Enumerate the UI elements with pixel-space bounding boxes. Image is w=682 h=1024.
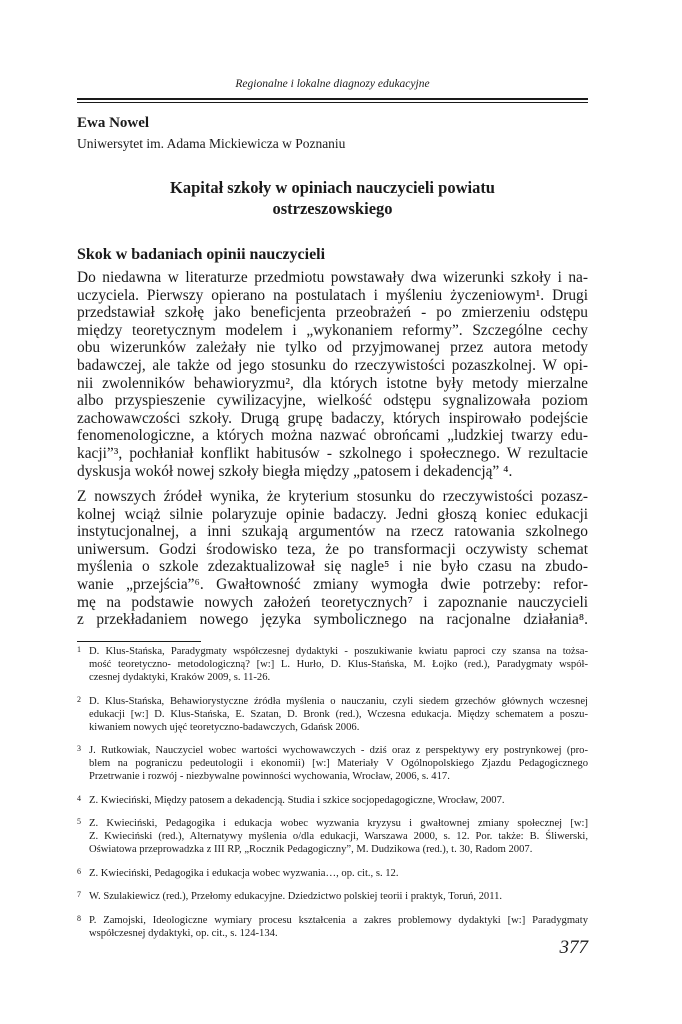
footnote-line: D. Klus-Stańska, Behawiorystyczne źródła myślenia o nauczaniu, czyli siedem grzechów głównych wczesnej <box>89 695 588 707</box>
footnote-line: P. Zamojski, Ideologiczne wymiary procesu kształcenia a zakres problemowy dydaktyki [w:] Paradygmaty <box>89 914 588 926</box>
footnote-line: Przetrwanie i rozwój - niezbywalne powinności wychowania, Wrocław, 2006, s. 417. <box>89 771 450 782</box>
section-heading: Skok w badaniach opinii nauczycieli <box>77 246 326 263</box>
footnote-number: 2 <box>77 694 81 704</box>
text-line: zachowawczości szkoły. Drugą grupę badaczy, których inspirowało podejście <box>77 409 588 427</box>
running-head: Regionalne i lokalne diagnozy edukacyjne <box>235 78 430 90</box>
page-number: 377 <box>559 937 588 958</box>
footnote <box>77 645 588 684</box>
header-rule-thin <box>77 102 588 103</box>
footnote <box>77 914 588 940</box>
footnote-line: J. Rutkowiak, Nauczyciel wobec wartości wychowawczych - dziś oraz z perspektywy ery postrynkowej (pro- <box>89 745 588 756</box>
text-line: instytucjonalnej, a inni szukają argumentów na rzecz ratowania szkolnego <box>77 523 588 541</box>
footnote-line: czesnej dydaktyki, Kraków 2009, s. 11-26. <box>89 672 271 683</box>
text-line: myślenia o szkole zdezaktualizował się nagle⁵ i nie było czasu na zbudo- <box>77 558 588 576</box>
footnote-line: D. Klus-Stańska, Paradygmaty współczesnej dydaktyki - poszukiwanie kwiatu paproci czy szansa na tożsa- <box>89 646 588 657</box>
footnote-line: Z. Kwieciński, Pedagogika i edukacja wobec wyzwania…, op. cit., s. 12. <box>89 867 399 879</box>
footnote-line: Oświatowa przeprowadzka z III RP, „Rocznik Pedagogiczny”, M. Dudzikowa (red.), t. 30, Radom 2007. <box>89 844 533 855</box>
paragraph-1 <box>77 269 588 480</box>
footnote-line: Z. Kwieciński (red.), Alternatywy myślenia o/dla edukacji, Warszawa 2000, s. 12. Por. także: B. Śliwerski, <box>89 831 588 842</box>
footnote-line: W. Szulakiewicz (red.), Przełomy edukacyjne. Dziedzictwo polskiej teorii i praktyk, Toruń, 2011. <box>89 891 503 902</box>
footnote-number: 1 <box>77 645 81 654</box>
text-line: dyskusja wokół nowej szkoły biegła między „patosem i dekadencją” ⁴. <box>77 462 513 480</box>
text-line: uczyciela. Pierwszy opierano na postulatach i myśleniu życzeniowym¹. Drugi <box>77 286 588 304</box>
text-line: Do niedawna w literaturze przedmiotu powstawały dwa wizerunki szkoły i na- <box>77 269 588 286</box>
footnote <box>77 794 588 807</box>
text-line: wanie „przejścia”⁶. Gwałtowność zmiany wymogła dwie potrzeby: refor- <box>77 575 588 593</box>
author-name: Ewa Nowel <box>77 115 150 131</box>
footnote-number: 8 <box>77 913 81 923</box>
footnote <box>77 695 588 734</box>
title-line: Kapitał szkoły w opiniach nauczycieli powiatu <box>170 178 495 197</box>
text-line: z przekładaniem nowego języka symbolicznego na racjonalne działania⁸. <box>77 611 588 629</box>
text-line: fenomenologiczne, a których można nazwać obrońcami „ludzkiej twarzy edu- <box>77 427 588 445</box>
author-affiliation: Uniwersytet im. Adama Mickiewicza w Poznaniu <box>77 136 346 151</box>
text-line: badawczej, ale także od jego stosunku do rzeczywistości pozaszkolnej. W opi- <box>77 356 588 374</box>
text-line: przedstawiał szkołę jako beneficjenta przeobrażeń - po zmierzeniu odstępu <box>77 304 588 322</box>
footnotes <box>77 645 588 950</box>
text-line: albo przyspieszenie cywilizacyjne, wielkość odstępu sygnalizowała poziom <box>77 392 588 410</box>
footnote-separator <box>77 641 201 642</box>
footnote-number: 5 <box>77 817 81 826</box>
text-line: mę na podstawie nowych założeń teoretycznych⁷ i zapoznanie nauczycieli <box>77 593 588 611</box>
paragraph-2 <box>77 488 588 629</box>
footnote-number: 6 <box>77 866 81 876</box>
text-line: między teoretycznym modelem i „wykonaniem reformy”. Szczególne cechy <box>77 321 588 339</box>
footnote-number: 4 <box>77 793 81 803</box>
text-line: kolnej wciąż silnie polaryzuje opinie badaczy. Jedni głoszą koniec edukacji <box>77 505 588 523</box>
footnote-line: edukacji [w:] D. Klus-Stańska, E. Szatan, D. Bronk (red.), Wczesna edukacja. Między schematem a poszu- <box>89 708 588 720</box>
footnote-number: 3 <box>77 744 81 753</box>
footnote-line: Z. Kwieciński, Pedagogika i edukacja wobec wyzwania kryzysu i gwałtownej zmiany społecznej [w:] <box>89 818 588 829</box>
footnote-line: Z. Kwieciński, Między patosem a dekadencją. Studia i szkice socjopedagogiczne, Wrocław, 2007. <box>89 794 505 806</box>
footnote <box>77 744 588 783</box>
text-line: Z nowszych źródeł wynika, że kryterium stosunku do rzeczywistości pozasz- <box>77 488 588 505</box>
footnote-line: blem na pograniczu pedeutologii i ekonomii) [w:] Materiały V Ogólnopolskiego Zjazdu Pedagogicznego <box>89 758 588 769</box>
article-title <box>77 177 588 219</box>
footnote-line: mość teoretyczno- metodologiczną? [w:] L. Hurło, D. Klus-Stańska, M. Łojko (red.), Paradygmaty współ- <box>89 659 588 670</box>
footnote-line: kiwaniem nowych ujęć teoretyczno-badawczych, Gdańsk 2006. <box>89 721 360 733</box>
text-line: uniwersum. Godzi środowisko teza, że po transformacji oczywisty schemat <box>77 540 588 558</box>
text-line: obu wizerunków zależały nie tylko od przyjmowanej przez autora metody <box>77 339 588 357</box>
header-rule-thick <box>77 98 588 100</box>
title-line: ostrzeszowskiego <box>272 199 393 218</box>
footnote-line: współczesnej dydaktyki, op. cit., s. 124-134. <box>89 927 278 939</box>
text-line: nii zwolenników behawioryzmu², dla których istotne były metody mierzalne <box>77 374 588 392</box>
footnote <box>77 890 588 903</box>
footnote <box>77 817 588 856</box>
text-line: kacji”³, pochłaniał konflikt habitusów - szkolnego i społecznego. W rezultacie <box>77 444 588 462</box>
footnote <box>77 867 588 880</box>
footnote-number: 7 <box>77 890 81 899</box>
